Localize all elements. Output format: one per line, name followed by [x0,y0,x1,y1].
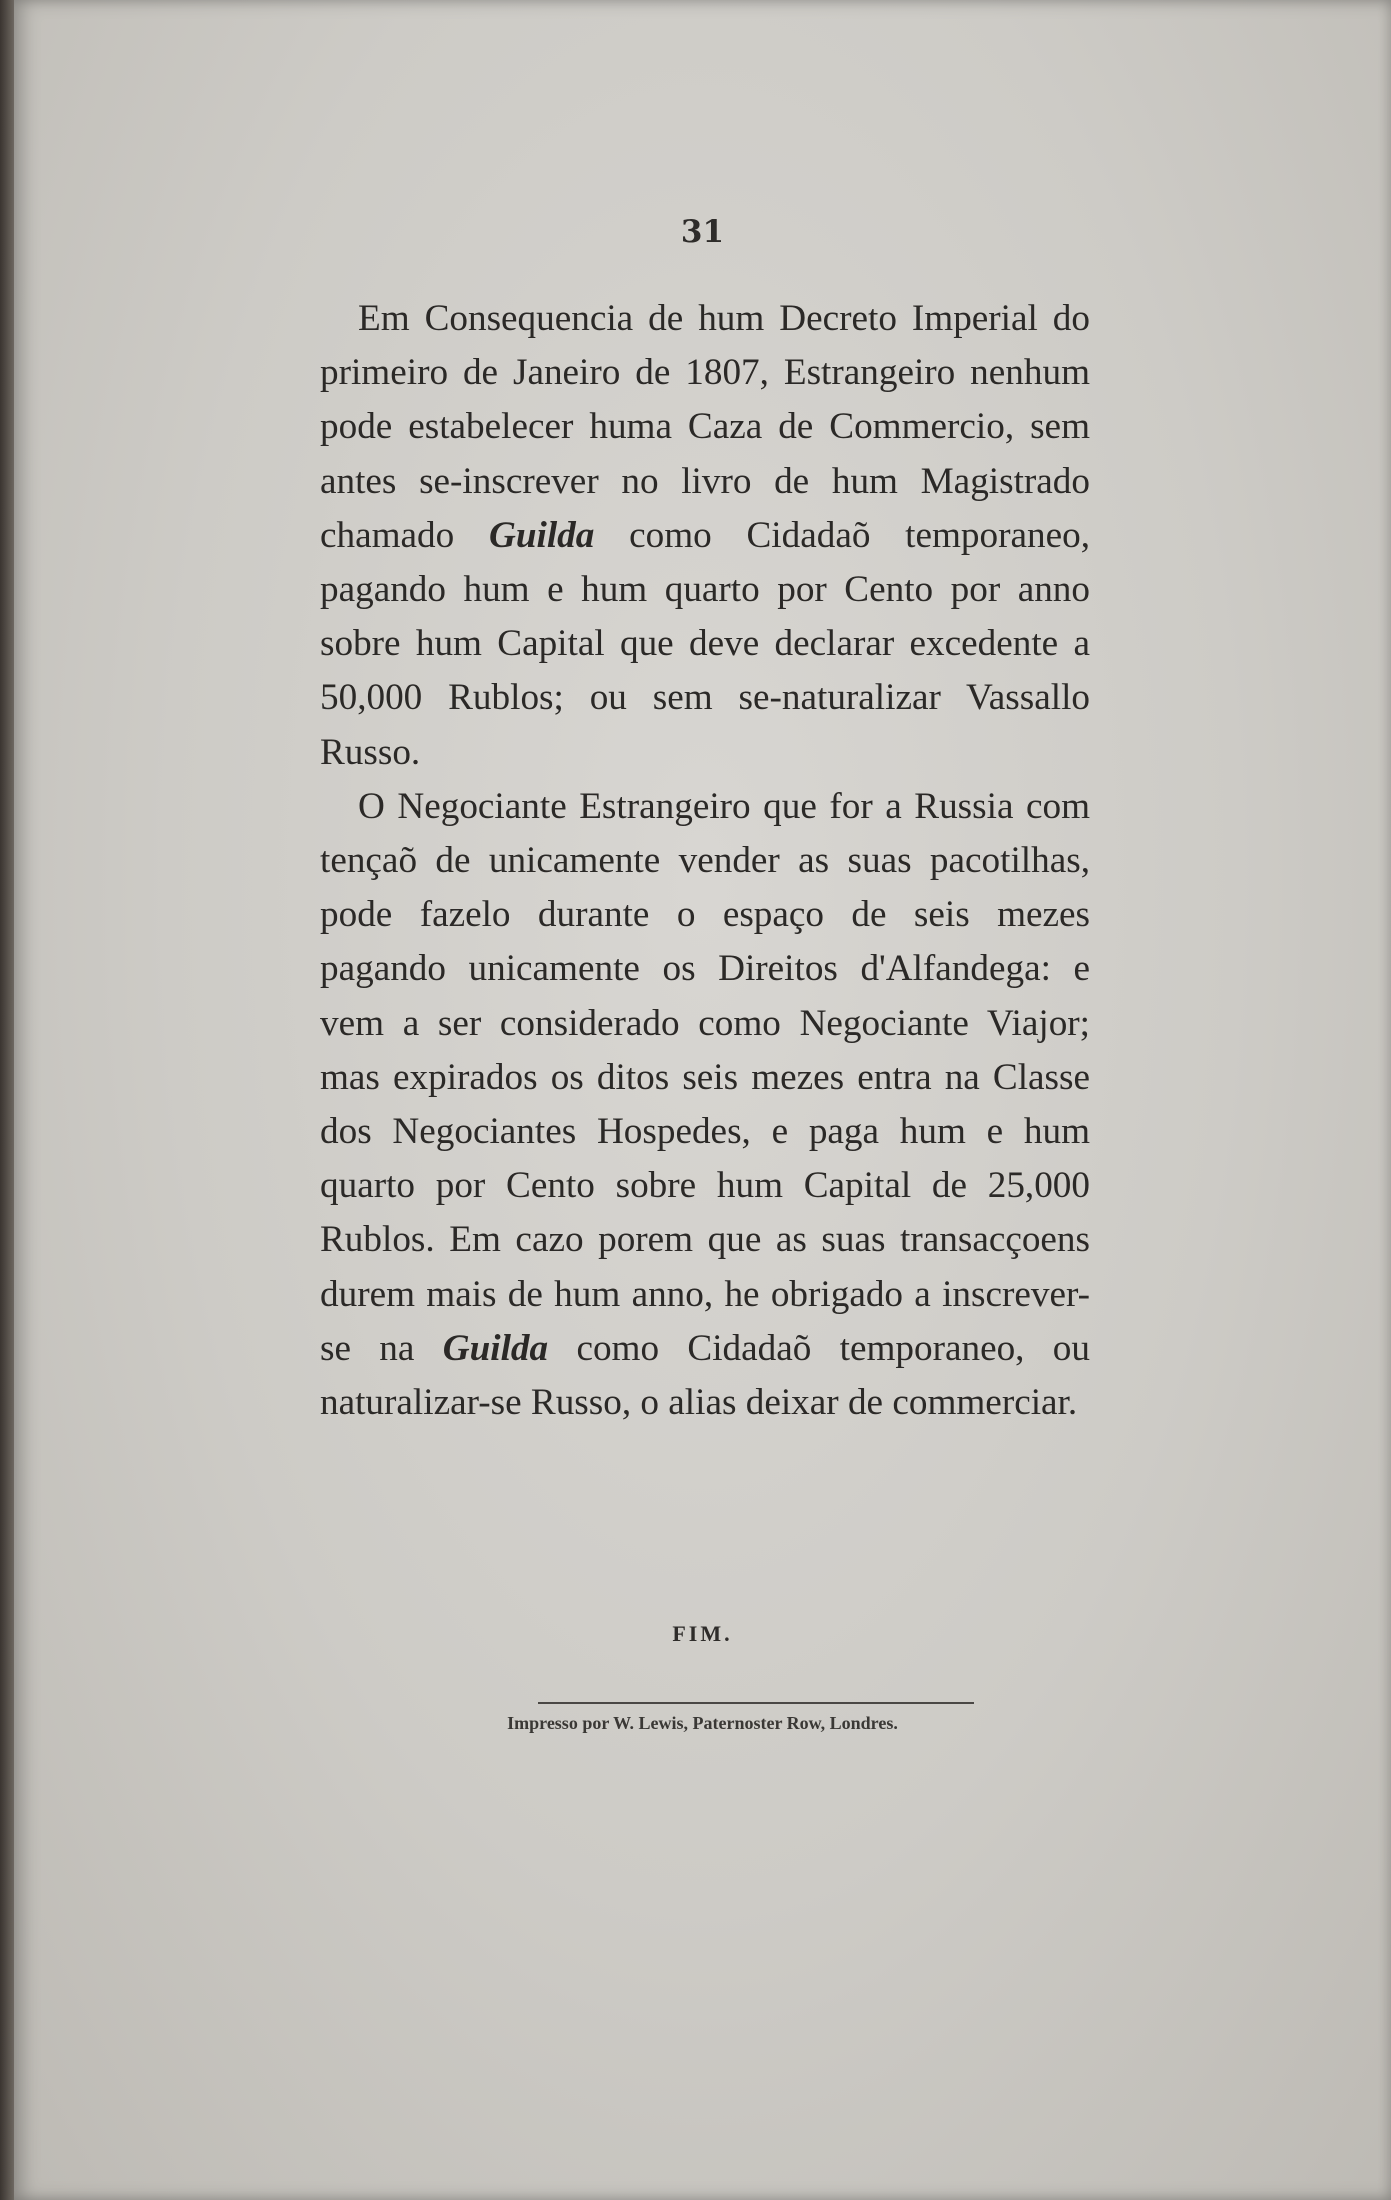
paragraph-2 [320,780,1090,1430]
book-page [14,0,1391,2200]
paragraph-2-text-b: como Cidadaõ temporaneo, ou naturalizar-se Russo, o alias deixar de commerciar. [320,1327,1090,1424]
body-text [320,292,1090,1430]
page-number: 31 [680,214,725,250]
paragraph-2-guilda-term: Guilda [442,1327,549,1369]
imprint-divider [538,1702,974,1704]
paragraph-1 [320,292,1090,780]
paragraph-2-text-a: O Negociante Estrangeiro que for a Russia com tençaõ de unicamente vender as suas pacotilhas, pode fazelo durante o espaço de seis mezes pagando unicamente os Direitos d'Alfandega: e vem a ser considerado como Negociante Viajor; mas expirados os ditos seis mezes entra na Classe dos Negociantes Hospedes, e paga hum e hum quarto por Cento sobre hum Capital de 25,000 Rublos. Em cazo porem que as suas transacçoens durem mais de hum anno, he obrigado a inscrever-se na [320,785,1090,1369]
paragraph-1-text-a: Em Consequencia de hum Decreto Imperial do primeiro de Janeiro de 1807, Estrangeiro nenhum pode estabelecer huma Caza de Commercio, sem antes se-inscrever no livro de hum Magistrado chamado [320,298,1090,556]
paragraph-1-guilda-term: Guilda [488,514,595,556]
paragraph-1-text-b: como Cidadaõ temporaneo, pagando hum e hum quarto por Cento por anno sobre hum Capital que deve declarar excedente a 50,000 Rublos; ou sem se-naturalizar Vassallo Russo. [320,514,1090,773]
end-mark: FIM. [672,1621,733,1646]
printer-imprint: Impresso por W. Lewis, Paternoster Row, Londres. [507,1713,898,1733]
